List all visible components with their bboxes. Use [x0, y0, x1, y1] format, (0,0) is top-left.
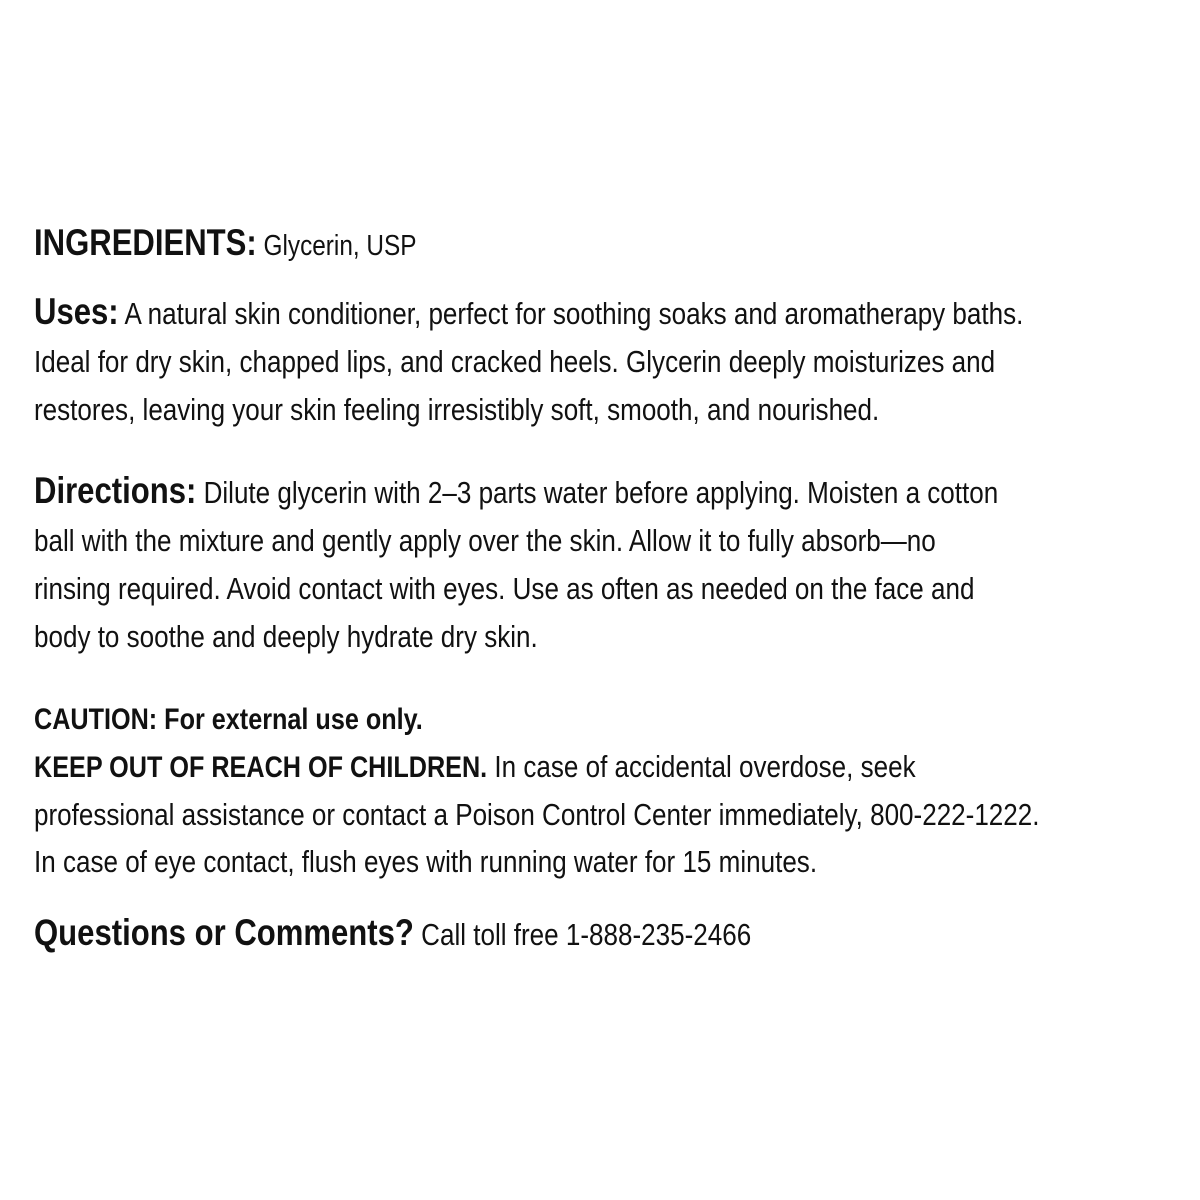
uses-line-1-text: A natural skin conditioner, perfect for soothing soaks and aromatherapy baths.	[118, 296, 1024, 331]
ingredients-heading: INGREDIENTS:	[34, 222, 257, 263]
directions-line-3: rinsing required. Avoid contact with eyes. Use as often as needed on the face and	[34, 571, 975, 606]
uses-line-3: restores, leaving your skin feeling irresistibly soft, smooth, and nourished.	[34, 392, 880, 427]
directions-heading: Directions:	[34, 470, 197, 511]
uses-section	[34, 288, 1176, 434]
uses-line-1	[34, 288, 1176, 338]
keep-out-heading: KEEP OUT OF REACH OF CHILDREN.	[34, 751, 488, 784]
directions-line-1-text: Dilute glycerin with 2–3 parts water before applying. Moisten a cotton	[196, 475, 999, 510]
caution-line-1-text: In case of accidental overdose, seek	[487, 749, 916, 784]
ingredients-text: Glycerin, USP	[256, 230, 417, 262]
questions-text: Call toll free 1-888-235-2466	[413, 917, 752, 952]
uses-line-2: Ideal for dry skin, chapped lips, and cracked heels. Glycerin deeply moisturizes and	[34, 344, 996, 379]
questions-heading: Questions or Comments?	[34, 912, 414, 953]
questions-section	[34, 912, 1000, 954]
directions-line-1	[34, 467, 1176, 517]
directions-line-4: body to soothe and deeply hydrate dry skin.	[34, 619, 538, 654]
caution-heading: CAUTION: For external use only.	[34, 703, 423, 736]
caution-section	[34, 696, 1176, 885]
directions-line-2: ball with the mixture and gently apply over the skin. Allow it to fully absorb—no	[34, 523, 936, 558]
ingredients-section	[34, 222, 1000, 264]
directions-section	[34, 467, 1176, 661]
caution-line-3: In case of eye contact, flush eyes with running water for 15 minutes.	[34, 844, 818, 879]
uses-heading: Uses:	[34, 291, 119, 332]
caution-line-1	[34, 743, 1176, 791]
caution-line-2: professional assistance or contact a Poison Control Center immediately, 800-222-1222.	[34, 797, 1040, 832]
